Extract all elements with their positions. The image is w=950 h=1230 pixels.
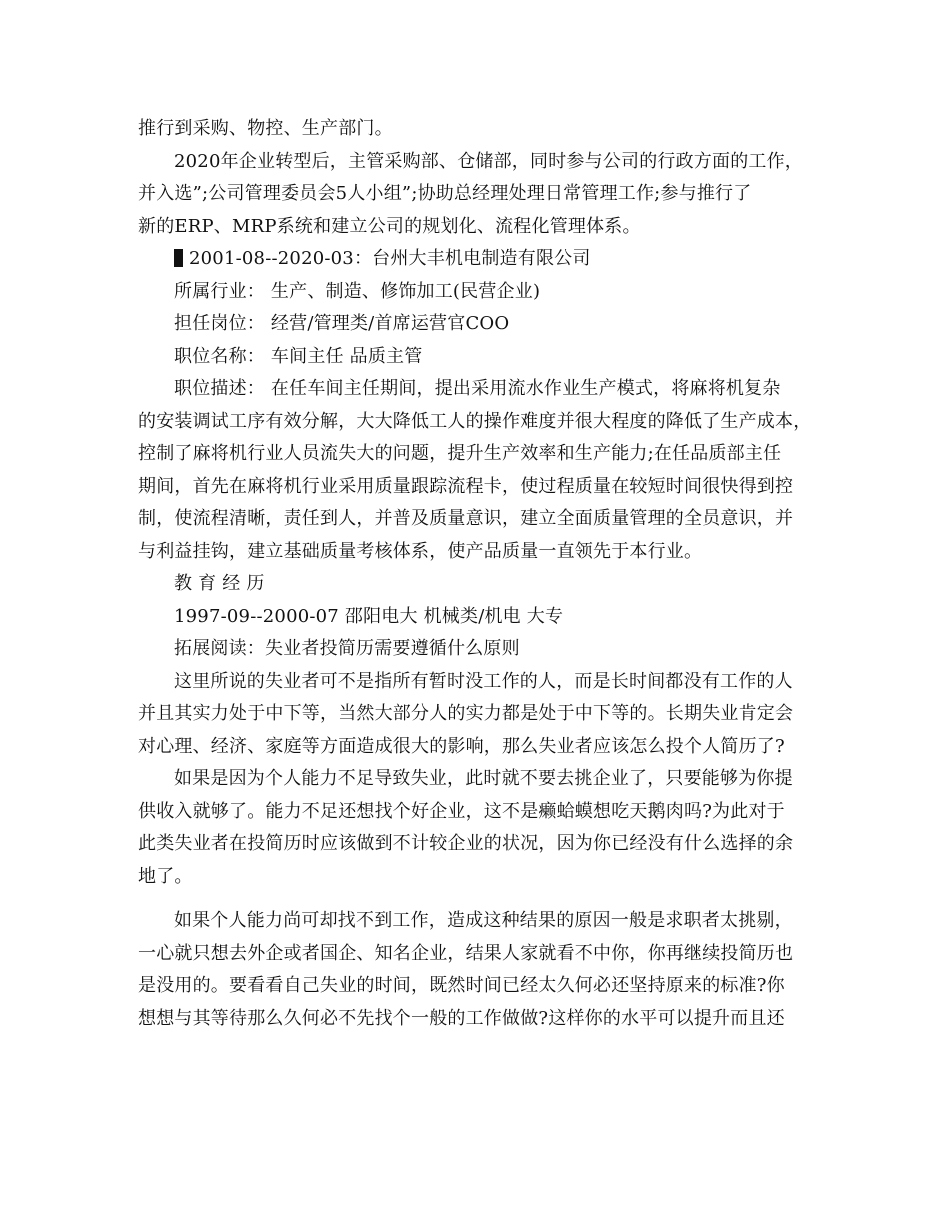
text-line: 地了。: [138, 865, 193, 887]
job-entry-title: 2001-08--2020-03：台州大丰机电制造有限公司: [189, 248, 591, 269]
text-line: 一心就只想去外企或者国企、知名企业，结果人家就看不中你，你再继续投简历也: [138, 942, 794, 964]
document-page: [138, 113, 818, 1035]
education-heading: 教 育 经 历: [174, 573, 265, 594]
job-entry-header: [138, 243, 818, 276]
paragraph-start: 如果是因为个人能力不足导致失业，此时就不要去挑企业了，只要能够为你提: [174, 768, 793, 789]
paragraph-gap: [138, 893, 818, 905]
text-line: 此类失业者在投简历时应该做到不计较企业的状况，因为你已经没有什么选择的余: [138, 833, 794, 854]
extended-reading-title: 拓展阅读：失业者投简历需要遵循什么原则: [174, 638, 520, 659]
text-line: 是没用的。要看看自己失业的时间，既然时间已经太久何必还坚持原来的标准?你: [138, 975, 785, 996]
text-line: 并入选”;公司管理委员会5人小组”;协助总经理处理日常管理工作;参与推行了: [138, 183, 752, 204]
job-industry: 所属行业： 生产、制造、修饰加工(民营企业): [174, 280, 541, 302]
text-line: 推行到采购、物控、生产部门。: [138, 118, 393, 139]
paragraph-start: 如果个人能力尚可却找不到工作，造成这种结果的原因一般是求职者太挑剔，: [174, 910, 793, 931]
job-description-start: 职位描述： 在任车间主任期间，提出采用流水作业生产模式，将麻将机复杂: [174, 378, 781, 399]
bullet-block-icon: [174, 249, 183, 267]
paragraph-start: 2020年企业转型后，主管采购部、仓储部，同时参与公司的行政方面的工作，: [174, 150, 804, 172]
education-entry: 1997-09--2000-07 邵阳电大 机械类/机电 大专: [174, 605, 564, 627]
text-line: 想想与其等待那么久何必不先找个一般的工作做做?这样你的水平可以提升而且还: [138, 1007, 785, 1029]
paragraph-start: 这里所说的失业者可不是指所有暂时没工作的人，而是长时间都没有工作的人: [174, 670, 793, 692]
text-line: 的安装调试工序有效分解，大大降低工人的操作难度并很大程度的降低了生产成本，: [138, 410, 812, 432]
job-position: 职位名称： 车间主任 品质主管: [174, 345, 423, 367]
text-line: 期间，首先在麻将机行业采用质量跟踪流程卡，使过程质量在较短时间很快得到控: [138, 475, 794, 497]
text-line: 制，使流程清晰，责任到人，并普及质量意识，建立全面质量管理的全员意识，并: [138, 508, 794, 529]
text-line: 与利益挂钩，建立基础质量考核体系，使产品质量一直领先于本行业。: [138, 540, 703, 562]
text-line: 并且其实力处于中下等，当然大部分人的实力都是处于中下等的。长期失业肯定会: [138, 703, 794, 724]
text-line: 新的ERP、MRP系统和建立公司的规划化、流程化管理体系。: [138, 215, 641, 237]
text-line: 供收入就够了。能力不足还想找个好企业，这不是癞蛤蟆想吃天鹅肉吗?为此对于: [138, 800, 785, 822]
text-line: 控制了麻将机行业人员流失大的问题，提升生产效率和生产能力;在任品质部主任: [138, 443, 782, 464]
job-role: 担任岗位： 经营/管理类/首席运营官COO: [174, 313, 510, 334]
text-line: 对心理、经济、家庭等方面造成很大的影响，那么失业者应该怎么投个人简历了?: [138, 735, 785, 757]
